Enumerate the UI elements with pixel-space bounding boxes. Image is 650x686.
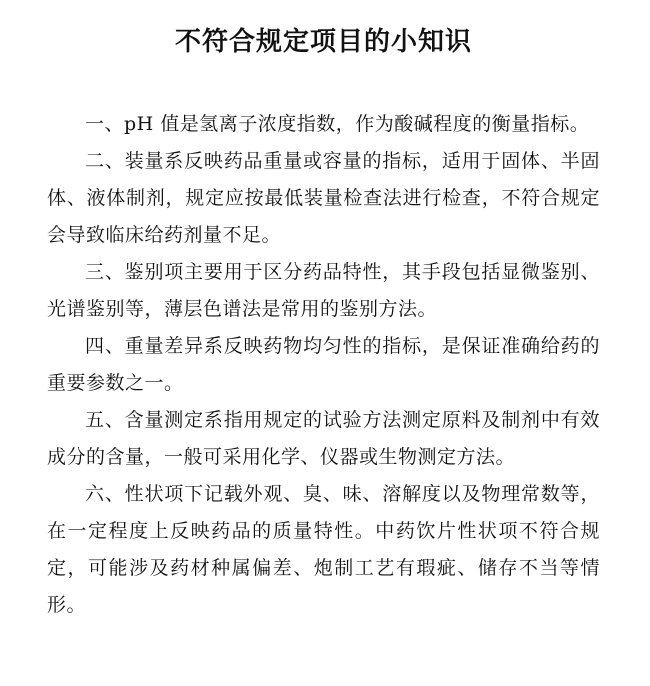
paragraph-fill-volume: 二、装量系反映药品重量或容量的指标，适用于固体、半固体、液体制剂，规定应按最低装量检查法进行检查，不符合规定会导致临床给药剂量不足。 [47, 150, 600, 246]
paragraph-weight-variation: 四、重量差异系反映药物均匀性的指标，是保证准确给药的重要参数之一。 [47, 335, 600, 394]
paragraph-characteristics: 六、性状项下记载外观、臭、味、溶解度以及物理常数等，在一定程度上反映药品的质量特性。中药饮片性状项不符合规定，可能涉及药材种属偏差、炮制工艺有瑕疵、储存不当等情形。 [47, 483, 600, 616]
paragraph-ph: 一、pH 值是氢离子浓度指数，作为酸碱程度的衡量指标。 [85, 113, 590, 135]
document-body [47, 106, 600, 624]
document-title: 不符合规定项目的小知识 [174, 27, 472, 57]
paragraph-assay: 五、含量测定系指用规定的试验方法测定原料及制剂中有效成分的含量，一般可采用化学、仪器或生物测定方法。 [47, 409, 600, 468]
paragraph-identification: 三、鉴别项主要用于区分药品特性，其手段包括显微鉴别、光谱鉴别等，薄层色谱法是常用的鉴别方法。 [47, 261, 600, 320]
